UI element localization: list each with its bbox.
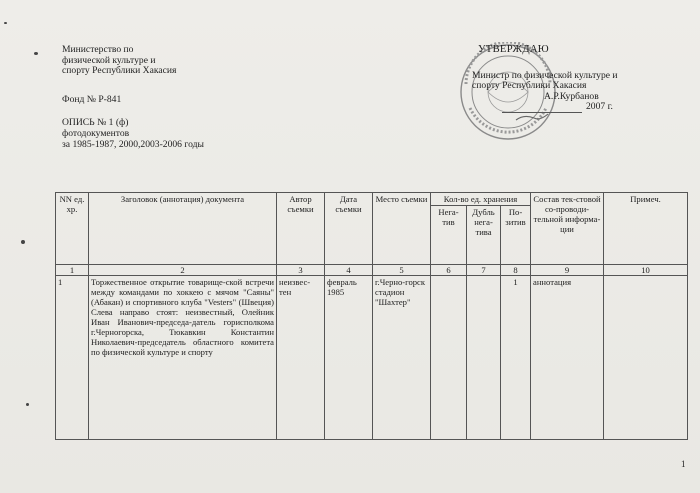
cell-title: Торжественное открытие товарище-ской встречи между командами по хоккею с мячом "Саяны" (Абакан) и спортивного клуба "Vesters" (Швеция) Слева направо стоят: неизвестный, Олейник Иван Иванович-председа-датель горисполкома г.Черногорска, Тюкавкин Константин Николаевич-председатель областного комитета по физической культуре и спорту (89, 276, 277, 440)
approver-position: спорту Республики Хакасия (472, 80, 587, 92)
approver-signature-name: А.Р.Курбанов (544, 90, 599, 102)
cell-negatives (431, 276, 467, 440)
scan-speck (34, 52, 38, 55)
table-header-row (56, 193, 688, 206)
cell-date: февраль 1985 (325, 276, 373, 440)
col-header-negatives: Нега-тив (431, 206, 467, 265)
org-line: физической культуре и (62, 54, 156, 66)
inventory-title: ОПИСЬ № 1 (ф) (62, 117, 129, 129)
scan-speck (4, 22, 7, 24)
column-number: 1 (56, 265, 89, 276)
column-number: 6 (431, 265, 467, 276)
col-header-place: Место съемки (373, 193, 431, 265)
column-number: 10 (604, 265, 688, 276)
col-header-units-group: Кол-во ед. хранения (431, 193, 531, 206)
scan-speck (26, 403, 29, 406)
inventory-period: за 1985-1987, 2000,2003-2006 годы (62, 138, 204, 150)
org-line: спорту Республики Хакасия (62, 65, 177, 77)
table-row (56, 276, 688, 440)
cell-place: г.Черно-горск стадион "Шахтер" (373, 276, 431, 440)
cell-duplicate (467, 276, 501, 440)
col-header-notes: Примеч. (604, 193, 688, 265)
page-number: 1 (681, 459, 686, 469)
col-header-author: Автор съемки (277, 193, 325, 265)
date-blank-line (502, 104, 582, 113)
col-header-text-info: Состав тек-стовой со-проводи-тельной информа-ции (531, 193, 604, 265)
approval-block (472, 45, 682, 113)
col-header-duplicate: Дубль нега-тива (467, 206, 501, 265)
org-line: Министерство по (62, 44, 134, 55)
cell-notes (604, 276, 688, 440)
col-header-title: Заголовок (аннотация) документа (89, 193, 277, 265)
cell-positives: 1 (501, 276, 531, 440)
approve-label: УТВЕРЖДАЮ (478, 44, 549, 55)
approval-date: 2007 г. (586, 101, 613, 113)
column-number: 7 (467, 265, 501, 276)
column-number: 4 (325, 265, 373, 276)
fond-number: Фонд № Р-841 (62, 93, 122, 105)
column-number: 2 (89, 265, 277, 276)
column-number: 9 (531, 265, 604, 276)
cell-text-info: аннотация (531, 276, 604, 440)
column-number: 3 (277, 265, 325, 276)
inventory-type: фотодокументов (62, 127, 130, 139)
col-header-positives: По-зитив (501, 206, 531, 265)
column-number-row (56, 265, 688, 276)
inventory-table (55, 192, 688, 440)
scan-speck (21, 240, 25, 244)
col-header-nn: NN ед. хр. (56, 193, 89, 265)
col-header-date: Дата съемки (325, 193, 373, 265)
column-number: 5 (373, 265, 431, 276)
column-number: 8 (501, 265, 531, 276)
cell-nn: 1 (56, 276, 89, 440)
cell-author: неизвес-тен (277, 276, 325, 440)
organization-header (62, 45, 204, 150)
approver-position: Министр по физической культуре и (472, 69, 618, 81)
